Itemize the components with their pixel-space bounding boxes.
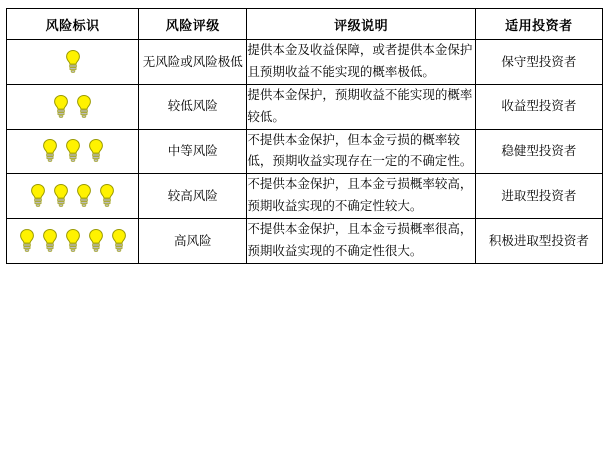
lightbulb-icon [63, 49, 83, 75]
bulb-group [7, 94, 138, 120]
lightbulb-icon [63, 138, 83, 164]
lightbulb-icon [51, 94, 71, 120]
lightbulb-icon [40, 138, 60, 164]
lightbulb-icon [74, 94, 94, 120]
risk-mark-cell [7, 129, 139, 174]
rating-description-cell: 不提供本金保护，但本金亏损的概率较低，预期收益实现存在一定的不确定性。 [247, 129, 475, 174]
lightbulb-icon [109, 228, 129, 254]
bulb-group [7, 228, 138, 254]
risk-rating-table [6, 8, 603, 264]
suitable-investor-cell: 保守型投资者 [475, 40, 602, 85]
suitable-investor-cell: 收益型投资者 [475, 84, 602, 129]
risk-level-cell: 中等风险 [139, 129, 247, 174]
lightbulb-icon [17, 228, 37, 254]
risk-level-cell: 无风险或风险极低 [139, 40, 247, 85]
risk-level-cell: 高风险 [139, 219, 247, 264]
bulb-group [7, 138, 138, 164]
lightbulb-icon [97, 183, 117, 209]
table-row [7, 84, 603, 129]
rating-description-cell: 提供本金保护，预期收益不能实现的概率较低。 [247, 84, 475, 129]
table-row [7, 219, 603, 264]
rating-description-cell: 不提供本金保护，且本金亏损概率较高，预期收益实现的不确定性较大。 [247, 174, 475, 219]
risk-mark-cell [7, 40, 139, 85]
table-row [7, 40, 603, 85]
column-header-risk-level: 风险评级 [139, 9, 247, 40]
table-row [7, 129, 603, 174]
lightbulb-icon [40, 228, 60, 254]
suitable-investor-cell: 稳健型投资者 [475, 129, 602, 174]
lightbulb-icon [74, 183, 94, 209]
table-body [7, 40, 603, 264]
lightbulb-icon [63, 228, 83, 254]
column-header-suitable-investor: 适用投资者 [475, 9, 602, 40]
risk-mark-cell [7, 84, 139, 129]
column-header-risk-mark: 风险标识 [7, 9, 139, 40]
bulb-group [7, 49, 138, 75]
suitable-investor-cell: 进取型投资者 [475, 174, 602, 219]
risk-mark-cell [7, 174, 139, 219]
lightbulb-icon [86, 228, 106, 254]
rating-description-cell: 提供本金及收益保障，或者提供本金保护且预期收益不能实现的概率极低。 [247, 40, 475, 85]
suitable-investor-cell: 积极进取型投资者 [475, 219, 602, 264]
column-header-rating-description: 评级说明 [247, 9, 475, 40]
table-header-row [7, 9, 603, 40]
bulb-group [7, 183, 138, 209]
table-row [7, 174, 603, 219]
risk-mark-cell [7, 219, 139, 264]
lightbulb-icon [86, 138, 106, 164]
rating-description-cell: 不提供本金保护，且本金亏损概率很高，预期收益实现的不确定性很大。 [247, 219, 475, 264]
risk-level-cell: 较低风险 [139, 84, 247, 129]
lightbulb-icon [51, 183, 71, 209]
lightbulb-icon [28, 183, 48, 209]
risk-level-cell: 较高风险 [139, 174, 247, 219]
